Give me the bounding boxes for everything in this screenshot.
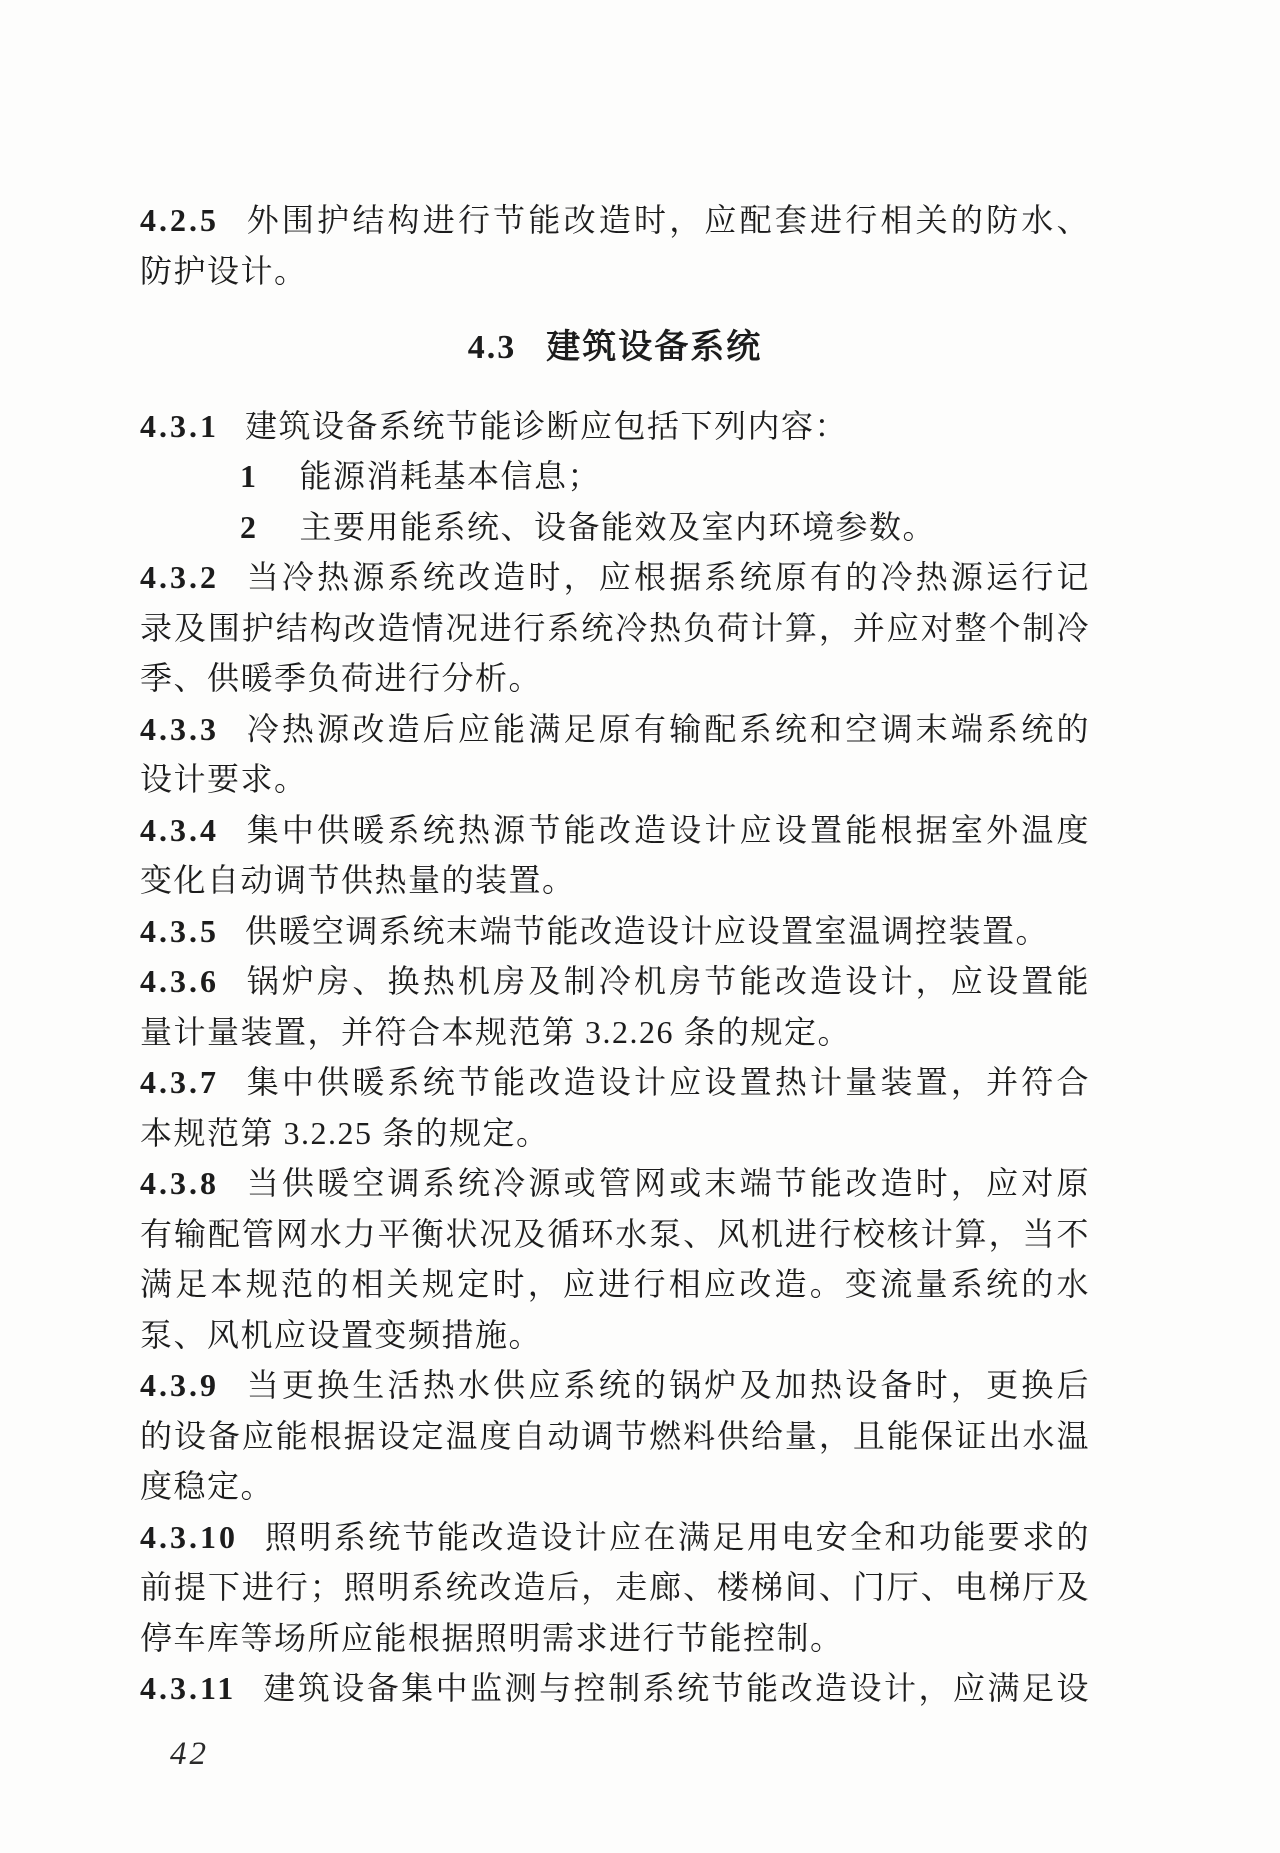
continuation-line — [140, 603, 1090, 654]
line-text: 当更换生活热水供应系统的锅炉及加热设备时，更换后 — [245, 1367, 1090, 1403]
clause-line — [140, 1512, 1090, 1563]
line-text: 建筑设备集中监测与控制系统节能改造设计，应满足设 — [262, 1670, 1090, 1706]
section-heading — [140, 323, 1090, 374]
clause-line — [140, 956, 1090, 1007]
clause-line — [140, 1360, 1090, 1411]
line-text: 供暖空调系统末端节能改造设计应设置室温调控装置。 — [245, 912, 1050, 949]
clause-number: 4.3.5 — [140, 912, 219, 949]
continuation-line — [140, 653, 1090, 704]
document-body — [140, 195, 1090, 1714]
line-text: 主要用能系统、设备能效及室内环境参数。 — [299, 508, 937, 545]
line-text: 前提下进行；照明系统改造后，走廊、楼梯间、门厅、电梯厅及 — [140, 1569, 1090, 1605]
clause-line — [140, 1158, 1090, 1209]
line-text: 度稳定。 — [140, 1468, 275, 1504]
item-number: 1 — [240, 458, 258, 494]
continuation-line — [140, 1007, 1090, 1058]
list-item-line — [140, 502, 1090, 553]
line-text: 泵、风机应设置变频措施。 — [140, 1316, 543, 1353]
line-text: 当冷热源系统改造时，应根据系统原有的冷热源运行记 — [245, 559, 1090, 595]
clause-number: 4.3.9 — [140, 1367, 219, 1403]
clause-number: 4.3.10 — [140, 1518, 238, 1555]
line-text: 当供暖空调系统冷源或管网或末端节能改造时，应对原 — [245, 1165, 1090, 1201]
clause-number: 4.3.1 — [140, 407, 219, 444]
line-text: 照明系统节能改造设计应在满足用电安全和功能要求的 — [264, 1518, 1090, 1555]
line-text: 有输配管网水力平衡状况及循环水泵、风机进行校核计算，当不 — [140, 1215, 1090, 1252]
continuation-line — [140, 1562, 1090, 1613]
item-number: 2 — [240, 508, 258, 545]
line-text: 满足本规范的相关规定时，应进行相应改造。变流量系统的水 — [140, 1266, 1090, 1302]
continuation-line — [140, 754, 1090, 805]
continuation-line — [140, 1411, 1090, 1462]
clause-line — [140, 552, 1090, 603]
line-text: 本规范第 3.2.25 条的规定。 — [140, 1114, 550, 1151]
line-text: 设计要求。 — [140, 761, 308, 797]
line-text: 集中供暖系统节能改造设计应设置热计量装置，并符合 — [245, 1064, 1090, 1100]
clause-line — [140, 195, 1090, 246]
clause-number: 4.2.5 — [140, 202, 219, 238]
line-text: 锅炉房、换热机房及制冷机房节能改造设计，应设置能 — [245, 963, 1090, 999]
clause-number: 4.3.4 — [140, 811, 219, 848]
line-text: 集中供暖系统热源节能改造设计应设置能根据室外温度 — [245, 811, 1090, 848]
line-text: 录及围护结构改造情况进行系统冷热负荷计算，并应对整个制冷 — [140, 609, 1090, 646]
line-text: 停车库等场所应能根据照明需求进行节能控制。 — [140, 1619, 844, 1656]
clause-line — [140, 1057, 1090, 1108]
continuation-line — [140, 1209, 1090, 1260]
line-text: 能源消耗基本信息； — [299, 458, 602, 494]
continuation-line — [140, 1259, 1090, 1310]
clause-number: 4.3.3 — [140, 710, 219, 747]
section-title: 建筑设备系统 — [546, 329, 763, 366]
page-number: 42 — [170, 1736, 209, 1772]
line-text: 季、供暖季负荷进行分析。 — [140, 660, 543, 696]
continuation-line — [140, 1461, 1090, 1512]
list-item-line — [140, 451, 1090, 502]
clause-number: 4.3.2 — [140, 559, 219, 595]
clause-line — [140, 401, 1090, 452]
continuation-line — [140, 1310, 1090, 1361]
continuation-line — [140, 246, 1090, 297]
line-text: 外围护结构进行节能改造时，应配套进行相关的防水、 — [245, 202, 1090, 238]
line-text: 防护设计。 — [140, 252, 308, 289]
line-text: 变化自动调节供热量的装置。 — [140, 862, 576, 898]
clause-number: 4.3.11 — [140, 1670, 237, 1706]
clause-line — [140, 906, 1090, 957]
clause-line — [140, 704, 1090, 755]
clause-line — [140, 805, 1090, 856]
line-text: 量计量装置，并符合本规范第 3.2.26 条的规定。 — [140, 1013, 852, 1050]
section-number: 4.3 — [467, 329, 517, 366]
clause-number: 4.3.6 — [140, 963, 219, 999]
line-text: 的设备应能根据设定温度自动调节燃料供给量，且能保证出水温 — [140, 1417, 1090, 1454]
line-text: 建筑设备系统节能诊断应包括下列内容： — [245, 407, 849, 444]
continuation-line — [140, 1108, 1090, 1159]
clause-line — [140, 1663, 1090, 1714]
clause-number: 4.3.7 — [140, 1064, 219, 1100]
line-text: 冷热源改造后应能满足原有输配系统和空调末端系统的 — [245, 710, 1090, 747]
continuation-line — [140, 855, 1090, 906]
clause-number: 4.3.8 — [140, 1165, 219, 1201]
continuation-line — [140, 1613, 1090, 1664]
